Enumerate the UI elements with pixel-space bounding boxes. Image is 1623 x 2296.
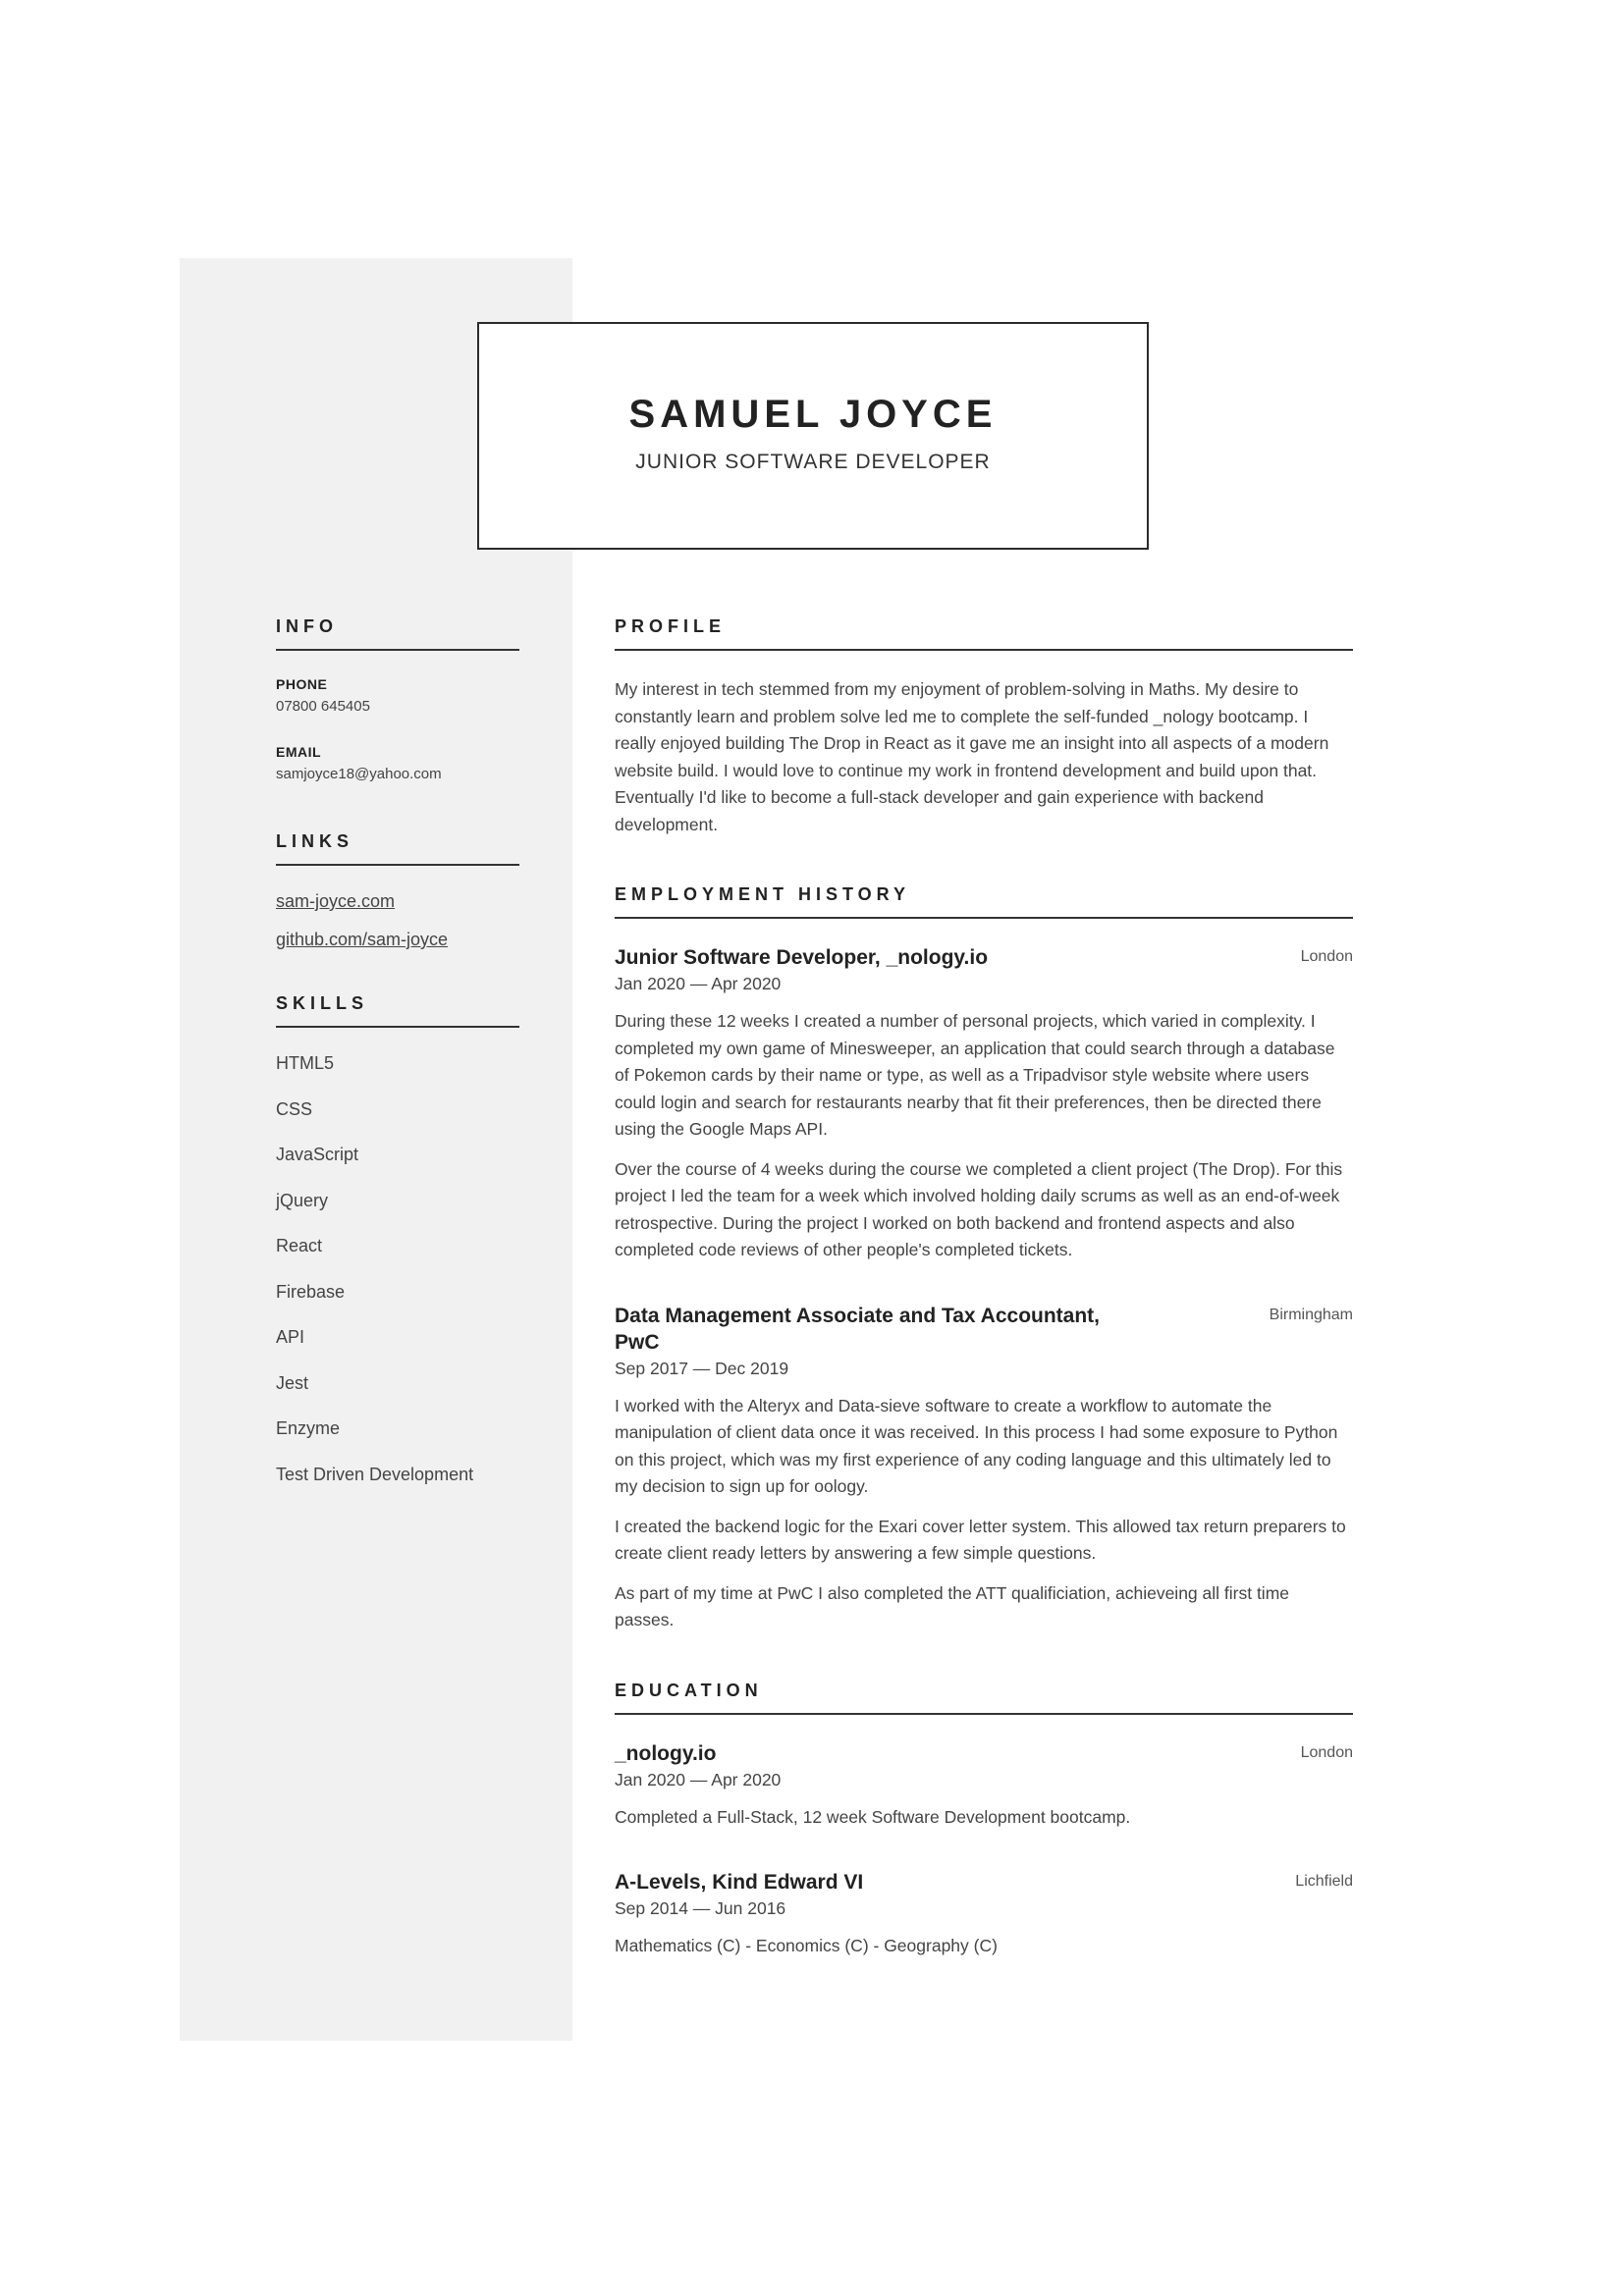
candidate-job-title: JUNIOR SOFTWARE DEVELOPER [635, 451, 991, 473]
candidate-name: SAMUEL JOYCE [628, 393, 998, 436]
job-location: Birmingham [1269, 1306, 1353, 1323]
name-header-box [477, 322, 1149, 550]
skill-item: CSS [276, 1098, 313, 1119]
skill-item: React [276, 1236, 323, 1255]
skill-item: JavaScript [276, 1145, 359, 1164]
skill-item: Test Driven Development [276, 1464, 474, 1484]
links-heading: LINKS [276, 831, 519, 866]
education-title: _nology.io [615, 1741, 717, 1765]
phone-label: PHONE [276, 676, 328, 692]
education-dates: Jan 2020 — Apr 2020 [615, 1769, 782, 1789]
job-description: I created the backend logic for the Exari cover letter system. This allowed tax return preparers to create client ready letters by answering a few simple questions. [615, 1516, 1346, 1563]
education-dates: Sep 2014 — Jun 2016 [615, 1898, 786, 1918]
job-dates: Jan 2020 — Apr 2020 [615, 974, 782, 993]
job-title: Junior Software Developer, _nology.io [615, 946, 989, 969]
job-description: During these 12 weeks I created a number of personal projects, which varied in complexity. I completed my own game of Minesweeper, an application that could search through a database of Pokemon cards by their name or type, as well as a Tripadvisor style website where users could login and search for restaurants nearby that fit their preferences, then be directed there using the Google Maps API. [615, 1011, 1335, 1139]
skill-item: API [276, 1327, 305, 1347]
education-entry [615, 1869, 1353, 1960]
email-label: EMAIL [276, 744, 322, 760]
skills-heading: SKILLS [276, 993, 519, 1028]
education-title: A-Levels, Kind Edward VI [615, 1871, 864, 1894]
info-heading: INFO [276, 616, 519, 651]
job-title: Data Management Associate and Tax Accountant, PwC [615, 1304, 1101, 1354]
education-description: Mathematics (C) - Economics (C) - Geography (C) [615, 1936, 998, 1955]
profile-text: My interest in tech stemmed from my enjoyment of problem-solving in Maths. My desire to constantly learn and problem solve led me to complete the self-funded _nology bootcamp. I really enjoyed building The Drop in React as it gave me an insight into all aspects of a modern website build. I would love to continue my work in frontend development and build upon that. Eventually I'd like to become a full-stack developer and gain experience with backend development. [615, 679, 1329, 834]
main-content [615, 616, 1353, 1973]
sidebar [276, 616, 519, 1510]
github-link[interactable]: github.com/sam-joyce [276, 930, 449, 949]
phone-value: 07800 645405 [276, 698, 370, 715]
profile-heading: PROFILE [615, 616, 1353, 651]
skill-item: HTML5 [276, 1053, 335, 1073]
skill-item: jQuery [276, 1190, 329, 1210]
job-entry [615, 1303, 1353, 1634]
education-location: Lichfield [1295, 1873, 1353, 1890]
education-location: London [1300, 1743, 1353, 1761]
job-location: London [1300, 948, 1353, 965]
education-heading: EDUCATION [615, 1681, 1353, 1715]
job-description: Over the course of 4 weeks during the course we completed a client project (The Drop). For this project I led the team for a week which involved holding daily scrums as well as an end-of-week retrospective. During the project I worked on both backend and frontend aspects and also completed code reviews of other people's completed tickets. [615, 1158, 1343, 1259]
job-description: I worked with the Alteryx and Data-sieve software to create a workflow to automate the manipulation of client data once it was received. In this process I had some exposure to Python on this project, which was my first experience of any coding language and this ultimately led to my decision to sign up for oology. [615, 1395, 1338, 1496]
skill-item: Jest [276, 1372, 309, 1393]
job-description: As part of my time at PwC I also completed the ATT qualificiation, achieveing all first time passes. [615, 1582, 1290, 1629]
skill-item: Enzyme [276, 1418, 341, 1438]
skill-item: Firebase [276, 1281, 346, 1302]
email-value: samjoyce18@yahoo.com [276, 766, 442, 782]
website-link[interactable]: sam-joyce.com [276, 891, 396, 911]
education-entry [615, 1740, 1353, 1832]
job-entry [615, 944, 1353, 1264]
employment-heading: EMPLOYMENT HISTORY [615, 884, 1353, 919]
job-dates: Sep 2017 — Dec 2019 [615, 1358, 789, 1378]
education-description: Completed a Full-Stack, 12 week Software Development bootcamp. [615, 1806, 1131, 1827]
